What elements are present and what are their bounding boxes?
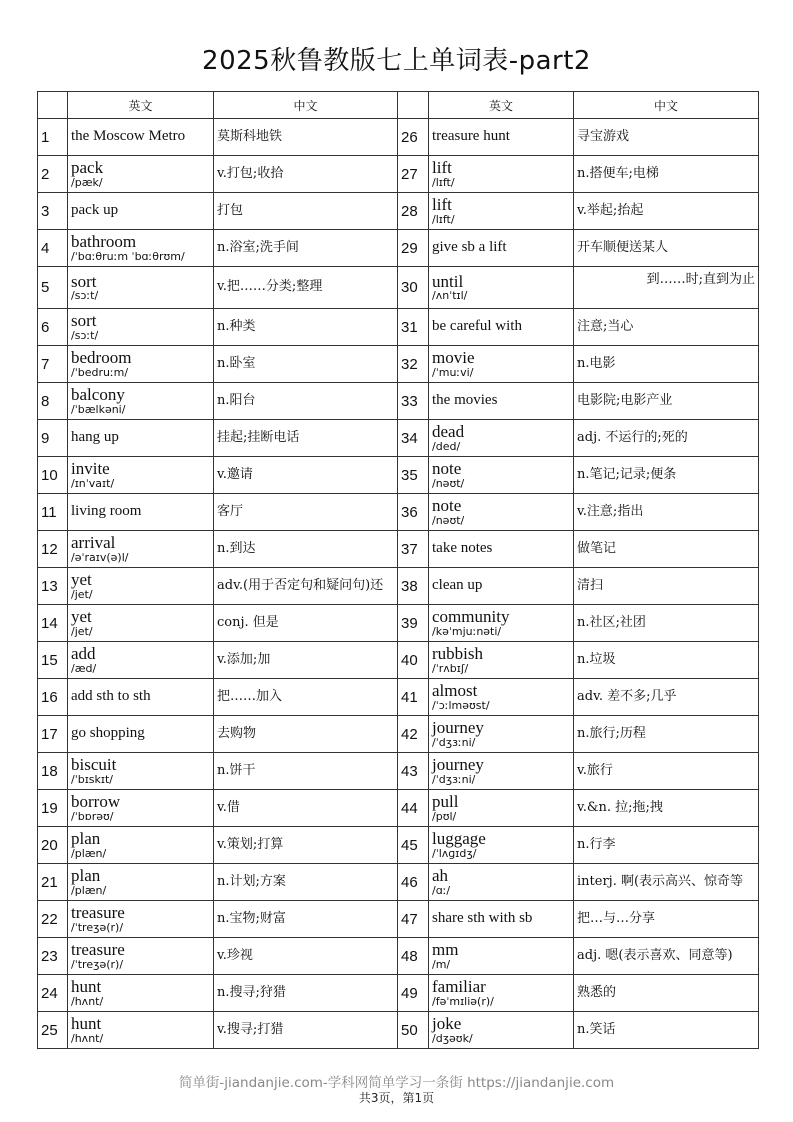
entry-word: luggage	[432, 829, 486, 849]
entry-word: pack up	[71, 202, 119, 219]
entry-word: rubbish	[432, 644, 483, 664]
entry-english	[429, 753, 574, 790]
entry-english	[429, 1012, 574, 1049]
entry-english	[68, 346, 214, 383]
table-row	[38, 679, 759, 716]
entry-number: 37	[398, 531, 429, 568]
entry-phonetic: /ˈbɒrəʊ/	[71, 809, 114, 823]
entry-number: 19	[38, 790, 68, 827]
footer-watermark: 简单街-jiandanjie.com-学科网简单学习一条街 https://jiandanjie.com	[178, 1075, 615, 1091]
header-num-right	[398, 92, 429, 119]
entry-number: 26	[398, 119, 429, 156]
entry-number: 31	[398, 309, 429, 346]
entry-phonetic: /lɪft/	[432, 175, 455, 189]
entry-chinese: 熟悉的	[574, 975, 759, 1012]
entry-chinese: v.策划;打算	[214, 827, 398, 864]
entry-number: 6	[38, 309, 68, 346]
entry-english	[68, 119, 214, 156]
entry-word: plan	[71, 829, 101, 849]
entry-english	[429, 901, 574, 938]
vocabulary-table	[37, 91, 759, 1049]
entry-english	[68, 938, 214, 975]
entry-chinese: 把…与…分享	[574, 901, 759, 938]
entry-chinese: n.电影	[574, 346, 759, 383]
entry-english	[429, 494, 574, 531]
entry-chinese: n.搭便车;电梯	[574, 156, 759, 193]
entry-phonetic: /ˈɔːlməʊst/	[432, 698, 490, 712]
entry-word: dead	[432, 422, 465, 442]
entry-chinese: conj. 但是	[214, 605, 398, 642]
entry-english	[68, 901, 214, 938]
entry-english	[68, 975, 214, 1012]
entry-word: treasure hunt	[432, 128, 510, 145]
entry-word: clean up	[432, 577, 483, 594]
table-row	[38, 309, 759, 346]
entry-english	[429, 827, 574, 864]
entry-chinese: 注意;当心	[574, 309, 759, 346]
table-row	[38, 346, 759, 383]
entry-english	[429, 568, 574, 605]
entry-phonetic: /ʌnˈtɪl/	[432, 289, 468, 303]
entry-english	[429, 267, 574, 309]
entry-phonetic: /ˈbɑːθruːm ˈbɑːθrʊm/	[71, 249, 185, 263]
entry-phonetic: /ˈbedruːm/	[71, 365, 129, 379]
entry-english	[68, 790, 214, 827]
entry-word: hang up	[71, 429, 119, 446]
entry-word: sort	[71, 271, 97, 291]
entry-phonetic: /əˈraɪv(ə)l/	[71, 550, 129, 564]
entry-english	[429, 119, 574, 156]
entry-number: 47	[398, 901, 429, 938]
entry-word: journey	[432, 718, 484, 738]
entry-english	[68, 309, 214, 346]
entry-word: movie	[432, 348, 475, 368]
entry-chinese: v.旅行	[574, 753, 759, 790]
entry-phonetic: /kəˈmjuːnəti/	[432, 624, 502, 638]
entry-chinese: 打包	[214, 193, 398, 230]
entry-chinese: n.垃圾	[574, 642, 759, 679]
header-english-right: 英文	[429, 92, 574, 119]
table-row	[38, 156, 759, 193]
table-row	[38, 1012, 759, 1049]
entry-word: be careful with	[432, 318, 522, 335]
table-row	[38, 568, 759, 605]
entry-english	[68, 827, 214, 864]
page-number: 共3页，第1页	[358, 1091, 435, 1105]
entry-number: 34	[398, 420, 429, 457]
entry-chinese: v.注意;指出	[574, 494, 759, 531]
entry-phonetic: /ˈtreʒə(r)/	[71, 957, 124, 971]
entry-phonetic: /ˈmuːvi/	[432, 365, 474, 379]
entry-number: 30	[398, 267, 429, 309]
entry-chinese: n.阳台	[214, 383, 398, 420]
entry-number: 38	[398, 568, 429, 605]
entry-chinese: 莫斯科地铁	[214, 119, 398, 156]
entry-word: mm	[432, 940, 459, 960]
entry-chinese: adv.(用于否定句和疑问句)还	[214, 568, 398, 605]
entry-chinese: 电影院;电影产业	[574, 383, 759, 420]
entry-word: balcony	[71, 385, 125, 405]
entry-chinese: v.添加;加	[214, 642, 398, 679]
entry-chinese: n.宝物;财富	[214, 901, 398, 938]
entry-phonetic: /sɔːt/	[71, 328, 99, 342]
entry-chinese: 去购物	[214, 716, 398, 753]
entry-english	[68, 383, 214, 420]
entry-english	[429, 230, 574, 267]
entry-word: community	[432, 607, 510, 627]
entry-word: note	[432, 496, 462, 516]
entry-word: take notes	[432, 540, 493, 557]
entry-word: plan	[71, 866, 101, 886]
entry-phonetic: /ˈbɪskɪt/	[71, 772, 114, 786]
entry-number: 22	[38, 901, 68, 938]
entry-english	[429, 975, 574, 1012]
entry-number: 1	[38, 119, 68, 156]
entry-word: journey	[432, 755, 484, 775]
entry-number: 4	[38, 230, 68, 267]
entry-chinese: 开车顺便送某人	[574, 230, 759, 267]
entry-phonetic: /hʌnt/	[71, 1031, 104, 1045]
entry-chinese: n.社区;社团	[574, 605, 759, 642]
table-row	[38, 531, 759, 568]
entry-chinese: v.珍视	[214, 938, 398, 975]
entry-number: 8	[38, 383, 68, 420]
table-row	[38, 975, 759, 1012]
entry-number: 29	[398, 230, 429, 267]
entry-chinese: 到……时;直到为止	[574, 267, 759, 309]
entry-number: 28	[398, 193, 429, 230]
entry-phonetic: /nəʊt/	[432, 476, 465, 490]
entry-phonetic: /pʊl/	[432, 809, 457, 823]
entry-english	[429, 679, 574, 716]
entry-number: 35	[398, 457, 429, 494]
entry-number: 32	[398, 346, 429, 383]
table-header-row	[38, 92, 759, 119]
entry-number: 11	[38, 494, 68, 531]
entry-word: the Moscow Metro	[71, 128, 186, 145]
table-row	[38, 642, 759, 679]
entry-number: 43	[398, 753, 429, 790]
entry-word: living room	[71, 503, 142, 520]
entry-english	[429, 864, 574, 901]
entry-word: go shopping	[71, 725, 145, 742]
entry-chinese: n.笔记;记录;便条	[574, 457, 759, 494]
entry-phonetic: /nəʊt/	[432, 513, 465, 527]
table-row	[38, 790, 759, 827]
entry-chinese: 客厅	[214, 494, 398, 531]
table-row	[38, 827, 759, 864]
entry-phonetic: /ˈrʌbɪʃ/	[432, 661, 469, 675]
table-row	[38, 230, 759, 267]
entry-english	[68, 864, 214, 901]
entry-chinese: n.到达	[214, 531, 398, 568]
entry-english	[429, 938, 574, 975]
entry-english	[429, 346, 574, 383]
entry-english	[68, 531, 214, 568]
entry-word: borrow	[71, 792, 121, 812]
entry-phonetic: /lɪft/	[432, 212, 455, 226]
entry-word: ah	[432, 866, 449, 886]
table-row	[38, 938, 759, 975]
table-row	[38, 605, 759, 642]
entry-phonetic: /jet/	[71, 587, 93, 601]
table-row	[38, 753, 759, 790]
entry-number: 13	[38, 568, 68, 605]
entry-english	[429, 605, 574, 642]
entry-phonetic: /ˈlʌɡɪdʒ/	[432, 846, 477, 860]
entry-number: 24	[38, 975, 68, 1012]
entry-english	[429, 156, 574, 193]
header-chinese-left: 中文	[214, 92, 398, 119]
entry-english	[68, 568, 214, 605]
entry-word: sort	[71, 311, 97, 331]
entry-english	[429, 457, 574, 494]
entry-number: 21	[38, 864, 68, 901]
entry-english	[68, 156, 214, 193]
entry-chinese: v.借	[214, 790, 398, 827]
entry-phonetic: /plæn/	[71, 883, 107, 897]
entry-english	[68, 193, 214, 230]
entry-phonetic: /ˈdʒɜːni/	[432, 735, 476, 749]
entry-word: biscuit	[71, 755, 117, 775]
entry-word: joke	[432, 1014, 462, 1034]
entry-chinese: n.浴室;洗手间	[214, 230, 398, 267]
entry-chinese: n.计划;方案	[214, 864, 398, 901]
table-row	[38, 420, 759, 457]
entry-phonetic: /ˈbælkəni/	[71, 402, 126, 416]
header-english-left: 英文	[68, 92, 214, 119]
entry-number: 18	[38, 753, 68, 790]
header-chinese-right: 中文	[574, 92, 759, 119]
table-row	[38, 864, 759, 901]
entry-phonetic: /ɑː/	[432, 883, 451, 897]
entry-word: lift	[432, 195, 452, 215]
entry-word: almost	[432, 681, 478, 701]
entry-english	[68, 1012, 214, 1049]
entry-chinese: 清扫	[574, 568, 759, 605]
table-row	[38, 716, 759, 753]
entry-chinese: n.行李	[574, 827, 759, 864]
entry-number: 46	[398, 864, 429, 901]
page-title: 2025秋鲁教版七上单词表-part2	[202, 46, 591, 76]
entry-phonetic: /ded/	[432, 439, 461, 453]
entry-word: add sth to sth	[71, 688, 151, 705]
entry-word: yet	[71, 570, 92, 590]
entry-word: yet	[71, 607, 92, 627]
entry-number: 48	[398, 938, 429, 975]
entry-chinese: 挂起;挂断电话	[214, 420, 398, 457]
entry-number: 17	[38, 716, 68, 753]
entry-word: pull	[432, 792, 459, 812]
entry-chinese: n.种类	[214, 309, 398, 346]
entry-chinese: 把……加入	[214, 679, 398, 716]
entry-number: 41	[398, 679, 429, 716]
entry-chinese: v.搜寻;打猎	[214, 1012, 398, 1049]
entry-english	[68, 753, 214, 790]
entry-english	[68, 679, 214, 716]
entry-chinese: v.邀请	[214, 457, 398, 494]
entry-number: 33	[398, 383, 429, 420]
entry-word: give sb a lift	[432, 239, 507, 256]
entry-number: 12	[38, 531, 68, 568]
entry-phonetic: /fəˈmɪliə(r)/	[432, 994, 494, 1008]
entry-word: hunt	[71, 1014, 102, 1034]
entry-english	[68, 267, 214, 309]
entry-chinese: n.笑话	[574, 1012, 759, 1049]
entry-chinese: n.旅行;历程	[574, 716, 759, 753]
table-row	[38, 901, 759, 938]
entry-word: lift	[432, 158, 452, 178]
table-row	[38, 267, 759, 309]
entry-word: arrival	[71, 533, 116, 553]
entry-number: 3	[38, 193, 68, 230]
entry-phonetic: /jet/	[71, 624, 93, 638]
entry-number: 9	[38, 420, 68, 457]
entry-phonetic: /ˈdʒɜːni/	[432, 772, 476, 786]
entry-phonetic: /m/	[432, 957, 451, 971]
entry-english	[68, 605, 214, 642]
entry-english	[68, 494, 214, 531]
entry-number: 25	[38, 1012, 68, 1049]
table-row	[38, 383, 759, 420]
entry-english	[429, 193, 574, 230]
entry-chinese: v.举起;抬起	[574, 193, 759, 230]
entry-number: 50	[398, 1012, 429, 1049]
entry-phonetic: /ˈtreʒə(r)/	[71, 920, 124, 934]
entry-chinese: interj. 啊(表示高兴、惊奇等	[574, 864, 759, 901]
entry-english	[429, 790, 574, 827]
table-row	[38, 119, 759, 156]
entry-english	[429, 531, 574, 568]
entry-number: 27	[398, 156, 429, 193]
entry-chinese: n.搜寻;狩猎	[214, 975, 398, 1012]
entry-number: 5	[38, 267, 68, 309]
entry-number: 20	[38, 827, 68, 864]
entry-number: 14	[38, 605, 68, 642]
entry-number: 15	[38, 642, 68, 679]
entry-word: treasure	[71, 903, 125, 923]
entry-number: 36	[398, 494, 429, 531]
entry-chinese: v.把……分类;整理	[214, 267, 398, 309]
entry-english	[68, 642, 214, 679]
entry-word: bathroom	[71, 232, 137, 252]
entry-word: hunt	[71, 977, 102, 997]
entry-english	[68, 716, 214, 753]
entry-number: 44	[398, 790, 429, 827]
entry-number: 40	[398, 642, 429, 679]
entry-word: invite	[71, 459, 110, 479]
entry-english	[68, 420, 214, 457]
vocabulary-table-body	[38, 119, 759, 1049]
header-num-left	[38, 92, 68, 119]
entry-number: 10	[38, 457, 68, 494]
entry-number: 49	[398, 975, 429, 1012]
entry-english	[429, 716, 574, 753]
entry-chinese: 寻宝游戏	[574, 119, 759, 156]
entry-english	[429, 642, 574, 679]
entry-word: treasure	[71, 940, 125, 960]
entry-english	[429, 420, 574, 457]
table-row	[38, 457, 759, 494]
entry-chinese: v.打包;收拾	[214, 156, 398, 193]
entry-number: 2	[38, 156, 68, 193]
entry-chinese: adj. 不运行的;死的	[574, 420, 759, 457]
entry-phonetic: /dʒəʊk/	[432, 1031, 473, 1045]
entry-word: share sth with sb	[432, 910, 533, 927]
entry-word: note	[432, 459, 462, 479]
table-row	[38, 494, 759, 531]
entry-english	[68, 457, 214, 494]
entry-chinese: n.卧室	[214, 346, 398, 383]
table-row	[38, 193, 759, 230]
entry-phonetic: /æd/	[71, 661, 97, 675]
entry-chinese: n.饼干	[214, 753, 398, 790]
entry-chinese: adv. 差不多;几乎	[574, 679, 759, 716]
entry-phonetic: /hʌnt/	[71, 994, 104, 1008]
entry-number: 42	[398, 716, 429, 753]
entry-number: 45	[398, 827, 429, 864]
entry-number: 16	[38, 679, 68, 716]
entry-number: 39	[398, 605, 429, 642]
entry-word: the movies	[432, 392, 498, 409]
entry-word: familiar	[432, 977, 486, 997]
entry-word: add	[71, 644, 96, 664]
entry-word: bedroom	[71, 348, 132, 368]
entry-chinese: adj. 嗯(表示喜欢、同意等)	[574, 938, 759, 975]
entry-number: 23	[38, 938, 68, 975]
entry-word: until	[432, 271, 464, 291]
entry-english	[429, 383, 574, 420]
entry-chinese: 做笔记	[574, 531, 759, 568]
entry-english	[429, 309, 574, 346]
entry-chinese: v.&n. 拉;拖;拽	[574, 790, 759, 827]
entry-phonetic: /sɔːt/	[71, 289, 99, 303]
entry-phonetic: /plæn/	[71, 846, 107, 860]
entry-phonetic: /ɪnˈvaɪt/	[71, 476, 115, 490]
entry-number: 7	[38, 346, 68, 383]
entry-word: pack	[71, 158, 104, 178]
entry-english	[68, 230, 214, 267]
entry-phonetic: /pæk/	[71, 175, 103, 189]
